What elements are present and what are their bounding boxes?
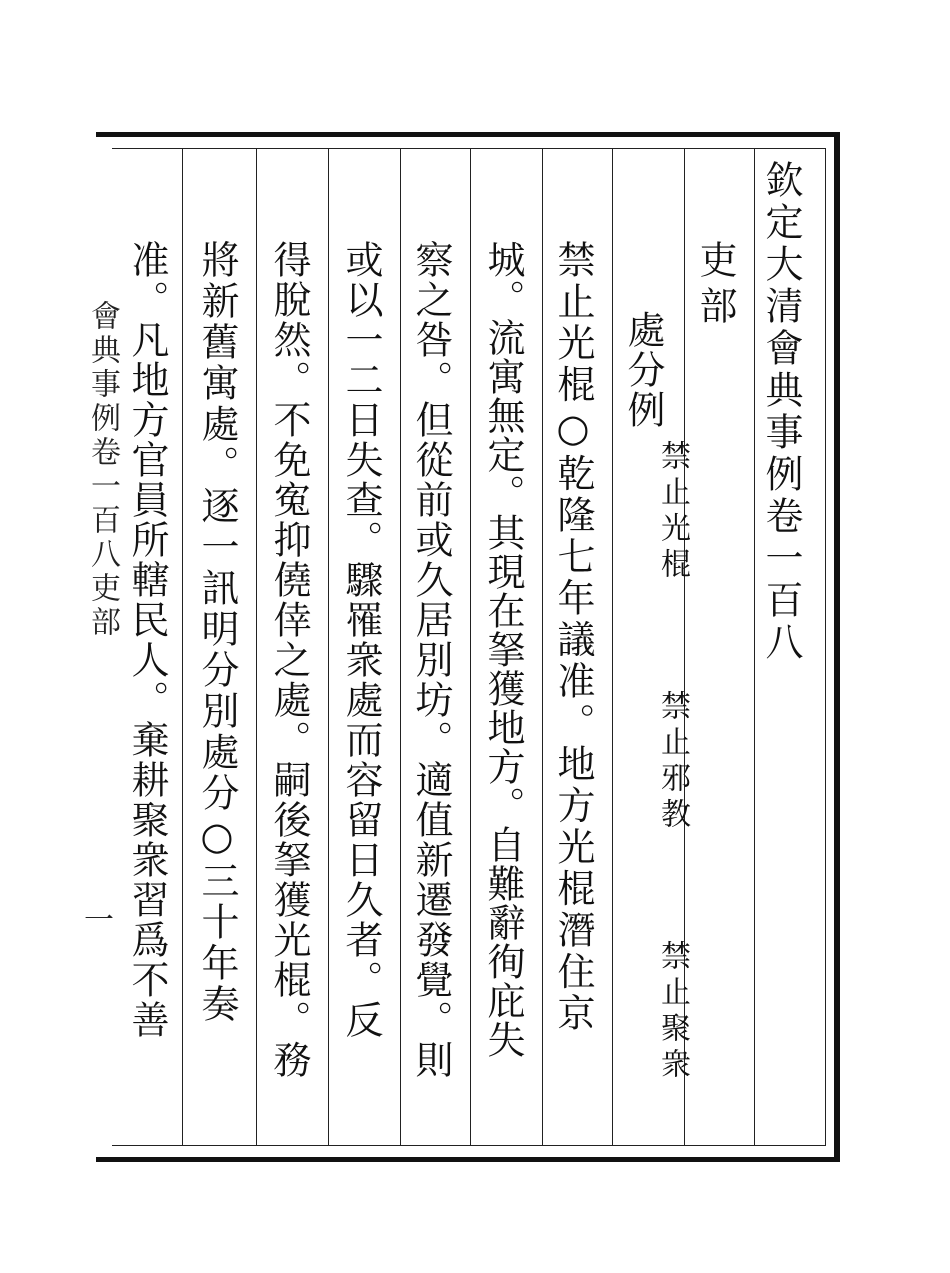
page-title: 欽定大清會典事例卷一百八: [759, 160, 803, 664]
column-rule: [256, 148, 257, 1146]
folio-number: 一: [84, 903, 114, 938]
body-column: 准。凡地方官員所轄民人。棄耕聚衆習爲不善: [125, 240, 169, 1040]
column-rule: [470, 148, 471, 1146]
column-rule: [328, 148, 329, 1146]
body-column: 禁止光棍○乾隆七年議准。地方光棍潛住京: [551, 240, 595, 1035]
body-column: 察之咎。但從前或久居別坊。適值新遷發覺。則: [409, 240, 453, 1080]
column-rule: [754, 148, 755, 1146]
body-column: 或以一二日失查。驟罹衆處而容留日久者。反: [339, 240, 383, 1040]
column-rule: [182, 148, 183, 1146]
section-heading: 處分例: [621, 310, 665, 430]
body-column: 得脫然。不免寃抑僥倖之處。嗣後拏獲光棍。務: [267, 240, 311, 1080]
column-rule: [400, 148, 401, 1146]
subheading-item: 禁止光棍: [655, 440, 690, 584]
subheading-item: 禁止聚衆: [655, 940, 690, 1084]
department-heading: 吏部: [693, 240, 737, 332]
subheading-item: 禁止邪教: [655, 690, 690, 834]
body-column: 城。流寓無定。其現在拏獲地方。自難辭徇庇失: [481, 240, 525, 1059]
column-rule: [612, 148, 613, 1146]
page-banner: 會典事例卷一百八吏部: [85, 300, 120, 640]
body-column: 將新舊寓處。逐一訊明分別處分○三十年奏: [195, 240, 239, 1025]
column-rule: [542, 148, 543, 1146]
